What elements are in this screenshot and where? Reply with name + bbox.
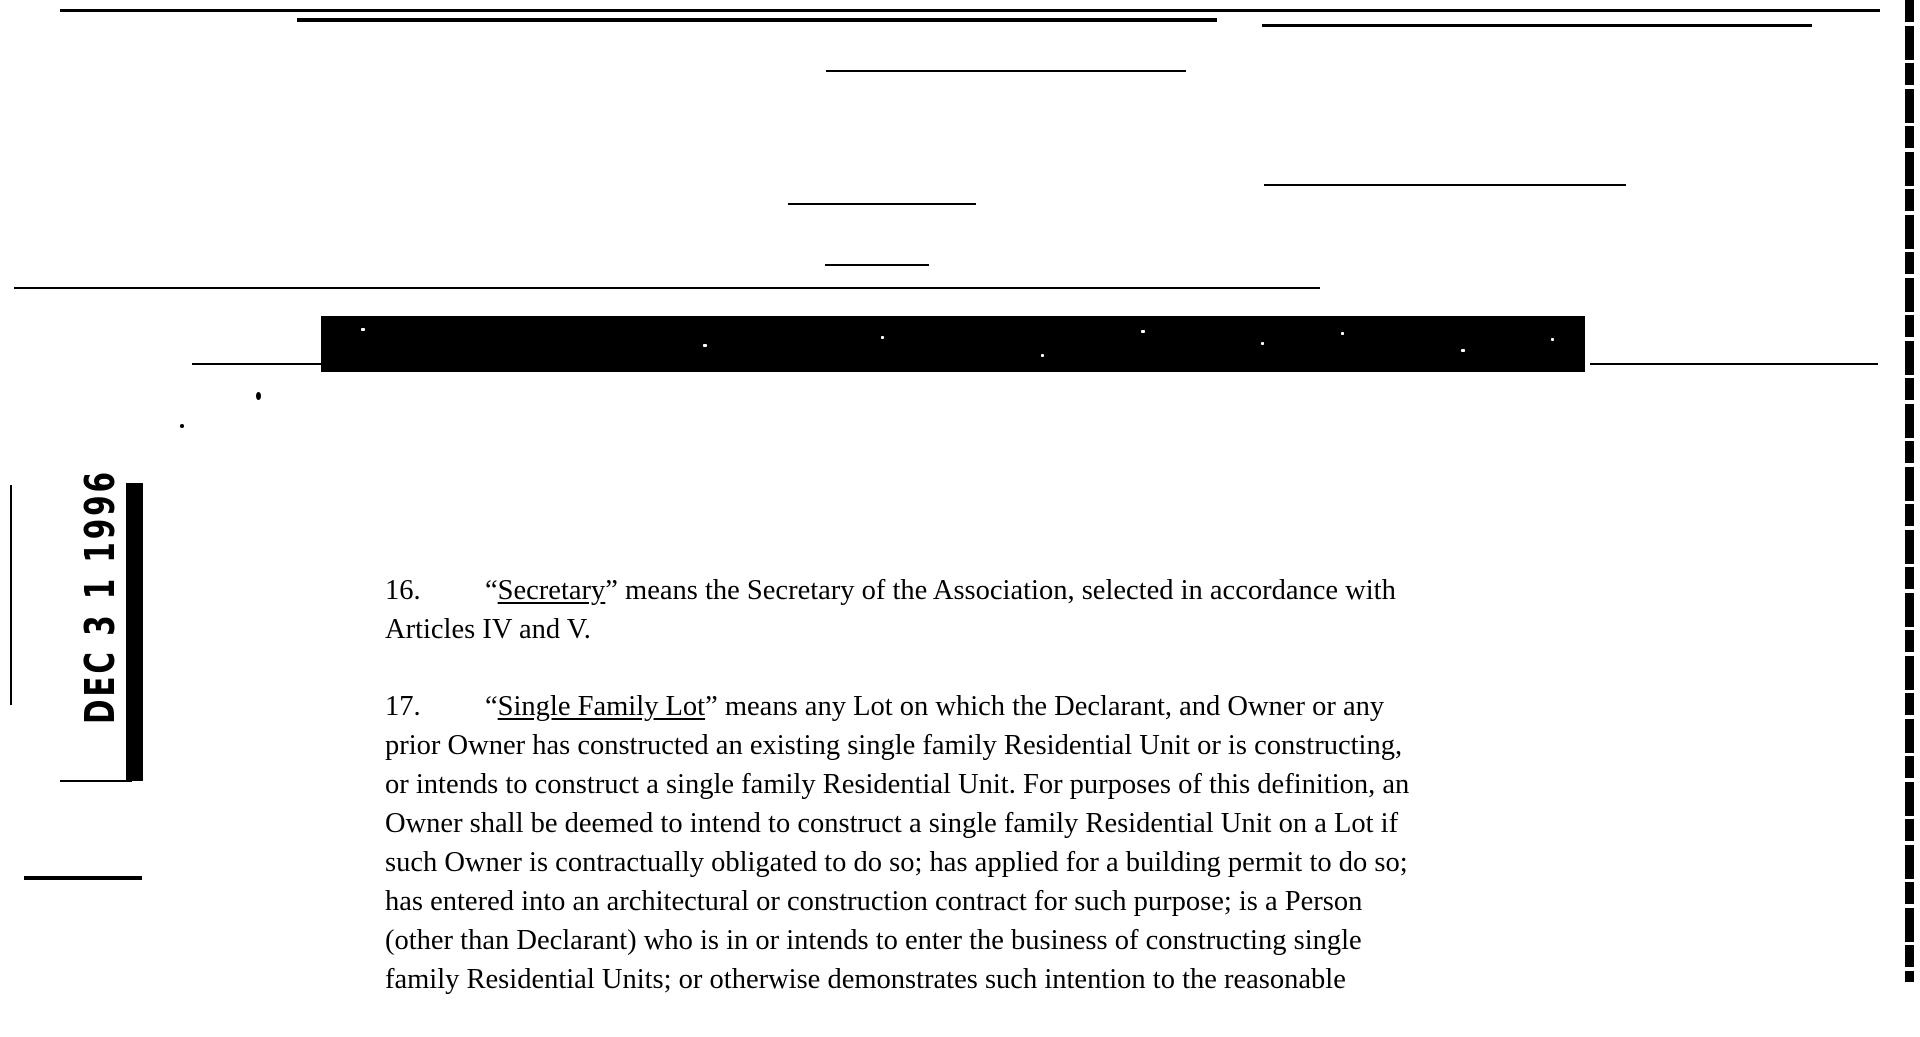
defined-term: Secretary (497, 575, 606, 606)
scan-speck (1461, 349, 1465, 352)
close-quote: ” (605, 575, 618, 606)
scan-speck (881, 336, 884, 339)
open-quote: “ (485, 575, 498, 606)
close-quote: ” (705, 691, 718, 722)
open-quote: “ (485, 691, 498, 722)
scan-speck (361, 328, 365, 331)
redaction-bar (321, 316, 1585, 372)
scan-speck (1041, 354, 1044, 357)
scan-speck (1341, 332, 1344, 335)
paragraph-line: Articles IV and V. (385, 614, 591, 645)
paragraph-number: 17. (385, 691, 421, 722)
paragraph-line: means any Lot on which the Declarant, and Owner or any (717, 691, 1385, 722)
scan-artifact-line (825, 264, 929, 266)
scan-speck (1261, 342, 1264, 345)
scan-artifact-line (60, 780, 132, 782)
paragraph-line: has entered into an architectural or construction contract for such purpose; is a Person (385, 886, 1363, 917)
scan-artifact-line (1264, 184, 1626, 186)
scan-edge (1905, 0, 1914, 982)
scan-speck (1551, 338, 1554, 341)
scan-artifact-line (1590, 363, 1878, 365)
document-body (385, 571, 1555, 1037)
scan-artifact-line (297, 18, 1217, 22)
scan-artifact-line (14, 287, 1320, 289)
scan-artifact-line (192, 363, 322, 365)
paragraph-line: (other than Declarant) who is in or intends to enter the business of constructing single (385, 925, 1362, 956)
paragraph-line: family Residential Units; or otherwise demonstrates such intention to the reasonable (385, 964, 1346, 995)
paragraph-line: Owner shall be deemed to intend to construct a single family Residential Unit on a Lot if (385, 808, 1399, 839)
paragraph-number: 16. (385, 575, 421, 606)
paragraph-line: such Owner is contractually obligated to do so; has applied for a building permit to do so; (385, 847, 1408, 878)
scan-artifact-line (788, 203, 976, 205)
scan-artifact-line (10, 485, 12, 705)
scan-speck (256, 392, 261, 400)
paragraph-line: prior Owner has constructed an existing single family Residential Unit or is constructing, (385, 730, 1403, 761)
definition-paragraph (385, 687, 1555, 999)
paragraph-line: means the Secretary of the Association, selected in accordance with (617, 575, 1396, 606)
definition-paragraph (385, 571, 1555, 649)
paragraph-line: or intends to construct a single family Residential Unit. For purposes of this definition, an (385, 769, 1410, 800)
scan-speck (1141, 330, 1145, 333)
scan-speck (703, 344, 707, 347)
scan-speck (180, 424, 184, 428)
date-stamp: DEC 3 1 1996 (76, 469, 124, 724)
scan-artifact-line (1262, 24, 1812, 27)
defined-term: Single Family Lot (497, 691, 706, 722)
scan-artifact-line (826, 70, 1186, 72)
scan-artifact-line (60, 9, 1880, 12)
scan-artifact-line (24, 876, 142, 880)
